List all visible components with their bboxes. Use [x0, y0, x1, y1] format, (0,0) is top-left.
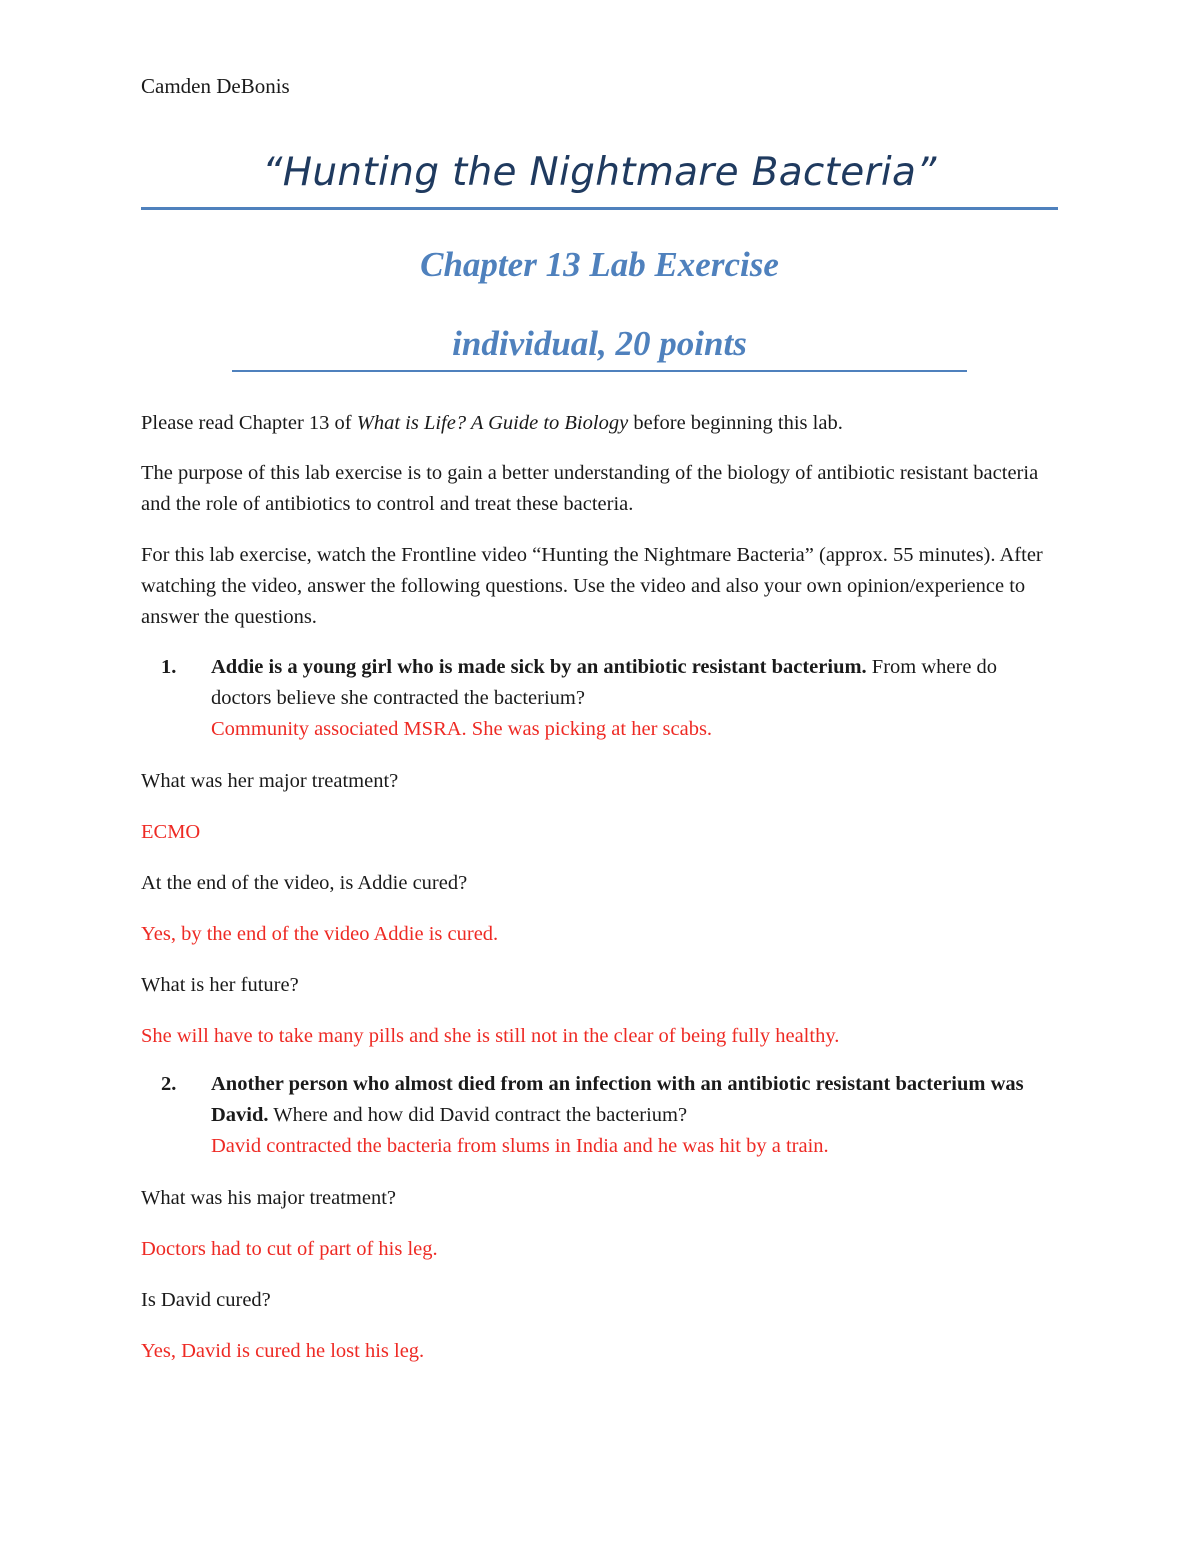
followup-answer: Yes, by the end of the video Addie is cured. [141, 923, 499, 945]
question-number: 1. [161, 656, 177, 678]
followup-answer: Yes, David is cured he lost his leg. [141, 1340, 425, 1362]
answer-text: Community associated MSRA. She was picking at her scabs. [211, 718, 713, 740]
reading-instruction: Please read Chapter 13 of What is Life? A Guide to Biology before beginning this lab. [141, 412, 843, 434]
question-body [211, 1069, 1061, 1162]
question-text: Where and how did David contract the bacterium? [268, 1104, 688, 1126]
points-subtitle: individual, 20 points [452, 324, 747, 363]
document-title: “Hunting the Nightmare Bacteria” [262, 150, 937, 195]
followup-question: At the end of the video, is Addie cured? [141, 872, 468, 894]
followup-question: What was his major treatment? [141, 1187, 397, 1209]
followup-answer: She will have to take many pills and she is still not in the clear of being fully healthy. [141, 1025, 840, 1047]
question-number: 2. [161, 1073, 177, 1095]
purpose-paragraph: The purpose of this lab exercise is to gain a better understanding of the biology of antibiotic resistant bacteria and the role of antibiotics to control and treat these bacteria. [141, 462, 1039, 515]
author-name: Camden DeBonis [141, 74, 290, 98]
instructions-paragraph: For this lab exercise, watch the Frontline video “Hunting the Nightmare Bacteria” (approx. 55 minutes). After watching the video, answer the following questions. Use the video and also your own opinion/experience to answer the questions. [141, 544, 1043, 628]
followup-question: What was her major treatment? [141, 770, 399, 792]
book-title: What is Life? A Guide to Biology [356, 412, 629, 434]
question-bold-text: Another person who almost died from an infection with an antibiotic resistant bacterium was David. [211, 1073, 1024, 1126]
followup-question: What is her future? [141, 974, 299, 996]
question-body [211, 652, 1061, 745]
followup-answer: ECMO [141, 821, 201, 843]
followup-answer: Doctors had to cut of part of his leg. [141, 1238, 438, 1260]
chapter-subtitle: Chapter 13 Lab Exercise [420, 245, 779, 284]
answer-text: David contracted the bacteria from slums in India and he was hit by a train. [211, 1135, 829, 1157]
title-underline [141, 207, 1058, 210]
subtitle-underline [232, 370, 967, 372]
question-bold-text: Addie is a young girl who is made sick by an antibiotic resistant bacterium. [211, 656, 867, 678]
question-text: From where do doctors believe she contracted the bacterium? [211, 656, 998, 709]
followup-question: Is David cured? [141, 1289, 271, 1311]
